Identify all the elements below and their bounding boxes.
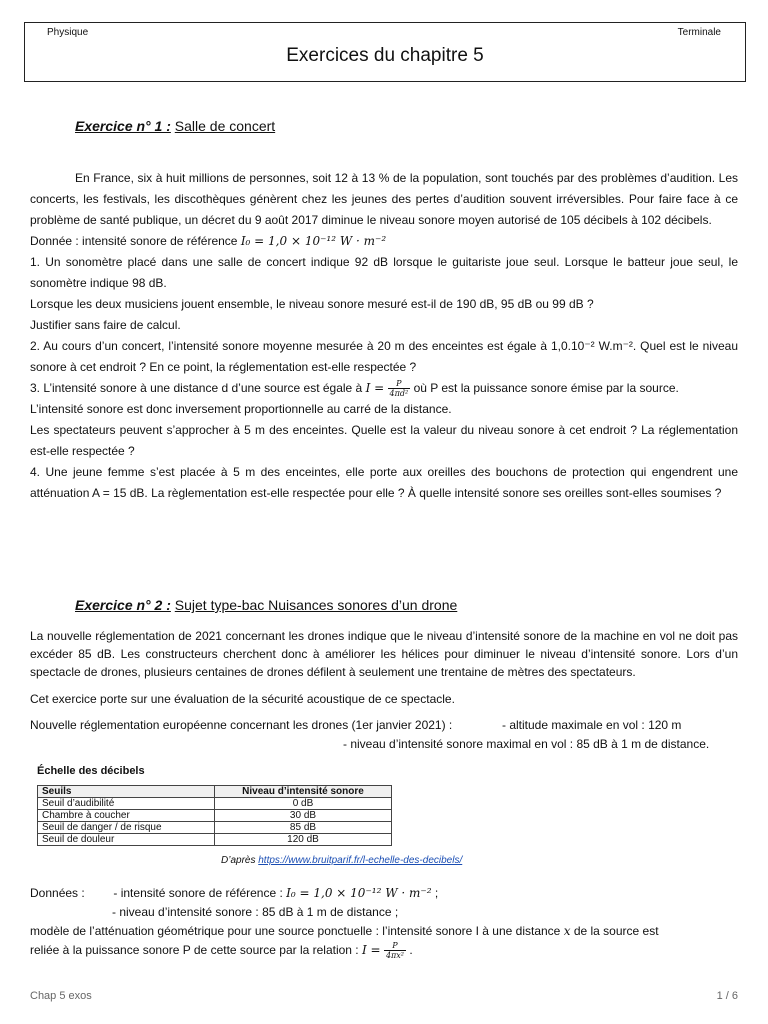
- exercise-2-scope: Cet exercice porte sur une évaluation de la sécurité acoustique de ce spectacle.: [30, 692, 455, 706]
- data-3-post: de la source est: [573, 924, 659, 938]
- table-row: [38, 834, 392, 846]
- regulation-item-altitude: - altitude maximale en vol : 120 m: [502, 718, 682, 732]
- exercise-1-label: Exercice n° 1 :: [75, 118, 171, 134]
- relation-fraction: [384, 941, 406, 960]
- page-title: Exercices du chapitre 5: [286, 45, 484, 66]
- table-header-row: [38, 786, 392, 798]
- niveau-cell: 0 dB: [215, 798, 392, 810]
- exercise-1-body: [30, 168, 738, 504]
- data-4: [30, 941, 738, 960]
- data-1-pre: - intensité sonore de référence :: [113, 886, 283, 900]
- niveau-cell: 85 dB: [215, 822, 392, 834]
- regulation-item-noise: - niveau d’intensité sonore maximal en vol : 85 dB à 1 m de distance.: [343, 737, 710, 751]
- fraction-numerator: P: [388, 379, 411, 389]
- question-2: 2. Au cours d’un concert, l’intensité sonore moyenne mesurée à 20 m des enceintes est égale à 1,0.10⁻² W.m⁻². Quel est le niveau sonore à cet endroit ? En ce point, la réglementation est-elle respectée ?: [30, 339, 738, 374]
- column-header-seuils: Seuils: [38, 786, 215, 798]
- question-3b: L’intensité sonore est donc inversement proportionnelle au carré de la distance.: [30, 402, 452, 416]
- header-level: Terminale: [677, 27, 721, 38]
- source-link[interactable]: https://www.bruitparif.fr/l-echelle-des-decibels/: [258, 855, 463, 866]
- question-1c: Justifier sans faire de calcul.: [30, 318, 181, 332]
- seuil-cell: Seuil d’audibilité: [38, 798, 215, 810]
- data-line-1: [30, 884, 738, 903]
- header-subject: Physique: [47, 27, 89, 38]
- data-3-pre: modèle de l’atténuation géométrique pour une source ponctuelle : l’intensité sonore I à une distance: [30, 924, 561, 938]
- distance-variable: x: [563, 924, 571, 938]
- fraction-denominator: 4πd²: [389, 389, 409, 399]
- source-prefix: D’après: [221, 855, 256, 866]
- footer-page-number: 1 / 6: [716, 990, 738, 1002]
- table-row: [38, 798, 392, 810]
- data-2: - niveau d’intensité sonore : 85 dB à 1 m de distance ;: [112, 905, 399, 919]
- exercise-2-data: [30, 884, 738, 960]
- seuil-cell: Chambre à coucher: [38, 810, 215, 822]
- decibel-scale-title: Échelle des décibels: [37, 765, 145, 777]
- decibel-scale-table: [37, 785, 392, 846]
- data-1-post: ;: [434, 886, 439, 900]
- table-row: [38, 810, 392, 822]
- question-3-post: où P est la puissance sonore émise par la source.: [413, 381, 679, 395]
- exercise-1-intro: En France, six à huit millions de personnes, soit 12 à 13 % de la population, sont touchés par des problèmes d’audition. Les concerts, les festivals, les discothèques génèrent chez les jeunes des pertes d’audition souvent irréversibles. Pour faire face à ce problème de santé publique, un décret du 9 août 2017 diminue le niveau sonore moyen autorisé de 105 décibels à 102 décibels.: [30, 171, 738, 227]
- table-source: [221, 855, 462, 866]
- regulation-label: Nouvelle réglementation européenne concernant les drones (1er janvier 2021) :: [30, 718, 453, 732]
- data-3: [30, 922, 738, 941]
- reference-intensity-formula: I₀ = 1,0 × 10⁻¹² W · m⁻²: [240, 234, 387, 248]
- exercise-2-title: [75, 597, 457, 613]
- question-3c: Les spectateurs peuvent s’approcher à 5 m des enceintes. Quelle est la valeur du niveau sonore à cet endroit ? La réglementation est-elle respectée ?: [30, 423, 738, 458]
- data-4-post: .: [409, 943, 413, 957]
- exercise-2-name: Sujet type-bac Nuisances sonores d’un drone: [174, 597, 458, 613]
- data-4-pre: reliée à la puissance sonore P de cette source par la relation :: [30, 943, 359, 957]
- donnee-label: Donnée : intensité sonore de référence: [30, 234, 238, 248]
- intensity-formula-lhs: I =: [365, 381, 385, 395]
- exercise-1-title: [75, 118, 275, 134]
- donnees-label: Données :: [30, 886, 85, 900]
- seuil-cell: Seuil de danger / de risque: [38, 822, 215, 834]
- fraction-denominator: 4πx²: [385, 951, 405, 961]
- seuil-cell: Seuil de douleur: [38, 834, 215, 846]
- footer-chapter: Chap 5 exos: [30, 990, 92, 1002]
- exercise-2-label: Exercice n° 2 :: [75, 597, 171, 613]
- niveau-cell: 120 dB: [215, 834, 392, 846]
- exercise-2-intro: La nouvelle réglementation de 2021 concernant les drones indique que le niveau d’intensité sonore de la machine en vol ne doit pas excéder 85 dB. Les constructeurs cherchent donc à améliorer les hélices pour diminuer le niveau d’intensité sonore. Lors d’un spectacle de drones, plusieurs centaines de drones défilent à seulement une trentaine de mètres des spectateurs.: [30, 629, 738, 679]
- question-4: 4. Une jeune femme s’est placée à 5 m des enceintes, elle porte aux oreilles des bouchons de protection qui engendrent une atténuation A = 15 dB. La règlementation est-elle respectée pour elle ? À quelle intensité sonore ses oreilles sont-elles soumises ?: [30, 465, 738, 500]
- column-header-niveau: Niveau d’intensité sonore: [215, 786, 392, 798]
- table-row: [38, 822, 392, 834]
- fraction-numerator: P: [384, 941, 406, 951]
- relation-lhs: I =: [361, 943, 381, 957]
- intensity-fraction: [388, 379, 411, 398]
- exercise-1-donnee: [30, 231, 738, 252]
- exercise-1-name: Salle de concert: [174, 118, 276, 134]
- question-1b: Lorsque les deux musiciens jouent ensemble, le niveau sonore mesuré est-il de 190 dB, 95 dB ou 99 dB ?: [30, 297, 594, 311]
- reference-intensity-formula-2: I₀ = 1,0 × 10⁻¹² W · m⁻²: [286, 886, 432, 900]
- question-3: [30, 378, 738, 399]
- question-3-pre: 3. L’intensité sonore à une distance d d’une source est égale à: [30, 381, 363, 395]
- exercise-2-body: [30, 627, 738, 717]
- header-box: [24, 22, 746, 82]
- niveau-cell: 30 dB: [215, 810, 392, 822]
- question-1a: 1. Un sonomètre placé dans une salle de concert indique 92 dB lorsque le guitariste joue seul. Lorsque le batteur joue seul, le sonomètre indique 98 dB.: [30, 255, 738, 290]
